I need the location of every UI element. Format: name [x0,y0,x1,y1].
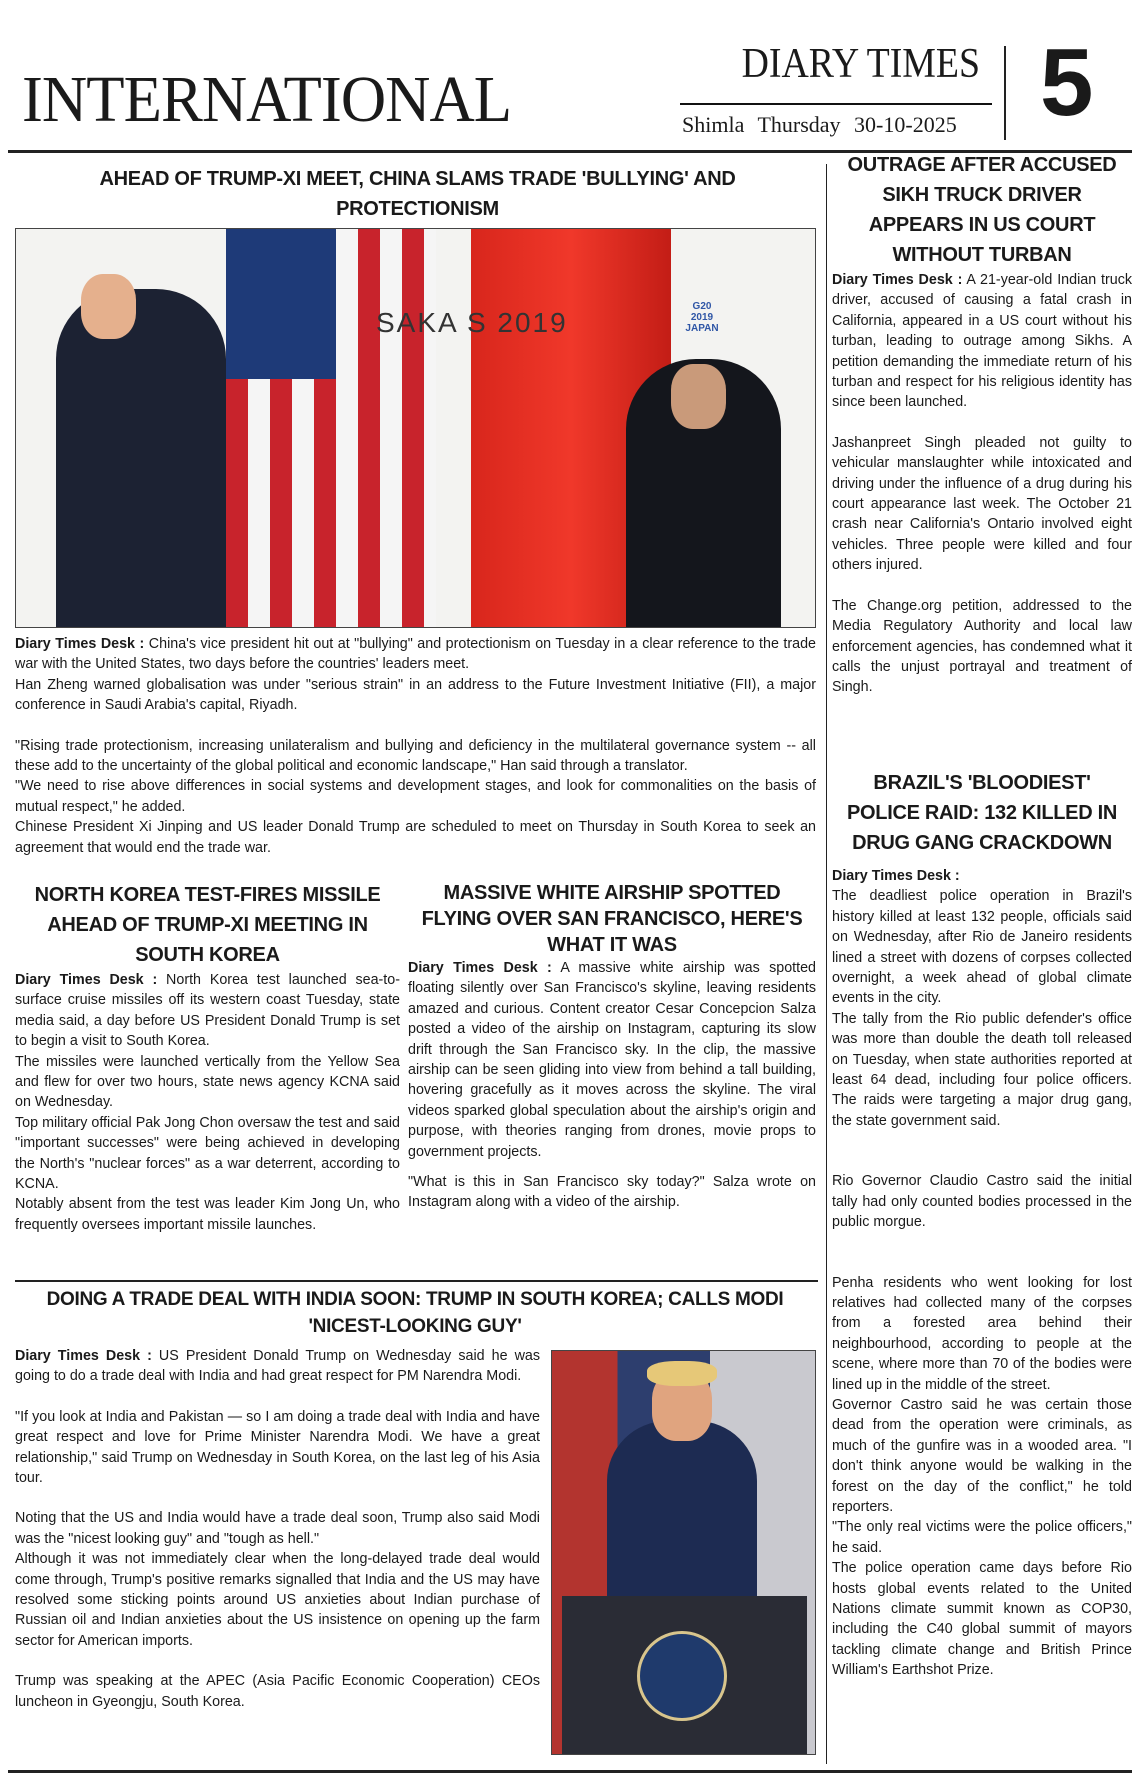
headline: BRAZIL'S 'BLOODIEST' POLICE RAID: 132 KILLED IN DRUG GANG CRACKDOWN [846,772,1117,854]
paragraph: "Rising trade protectionism, increasing unilateralism and bullying and deficiency in the multilateral governance system -- all these add to the uncertainty of the global political and economic landscape," Han said through a translator. [15,737,816,775]
paragraph: Top military official Pak Jong Chon oversaw the test and said "important successes" were being achieved in developing the North's "nuclear forces" as a war deterrent, according to KCNA. [15,1114,400,1193]
paragraph: The deadliest police operation in Brazil's history killed at least 132 people, officials said on Wednesday, after Rio de Janeiro residents lined a street with dozens of corpses collected overnight, a week ahead of global climate events in the city. [832,888,1132,1007]
date: 30-10-2025 [854,112,957,137]
byline: Diary Times Desk : [408,960,552,976]
headline: DOING A TRADE DEAL WITH INDIA SOON: TRUMP IN SOUTH KOREA; CALLS MODI 'NICEST-LOOKING GUY' [46,1289,784,1337]
dateline [682,112,957,138]
paragraph: US President Donald Trump on Wednesday said he was going to do a trade deal with India and had great respect for PM Narendra Modi. [15,1348,540,1385]
photo-trump-xi [15,228,816,628]
paragraph: "What is this in San Francisco sky today?" Salza wrote on Instagram along with a video of the airship. [408,1174,816,1211]
paragraph: China's vice president hit out at "bullying" and protectionism on Tuesday in a clear reference to the trade war with the United States, two days before the countries' leaders meet. [15,636,817,673]
divider [1004,46,1006,140]
paragraph: "We need to rise above differences in social systems and development stages, and look for commonalities on the basis of mutual respect," he added. [15,778,816,815]
paragraph: The Change.org petition, addressed to the Media Regulatory Authority and local law enforcement agencies, has condemned what it calls the unjust portrayal and treatment of Singh. [832,597,1132,696]
paragraph: Governor Castro said he was certain those dead from the operation were criminals, as much of the gunfire was in a wooded area. "I don't think anyone would be walking in the forest on the day of the conflict," he told reporters. [832,1396,1132,1515]
article-body [15,634,816,858]
paragraph: Noting that the US and India would have a trade deal soon, Trump also said Modi was the "nicest looking guy" and "tough as hell." [15,1510,540,1547]
headline: MASSIVE WHITE AIRSHIP SPOTTED FLYING OVER SAN FRANCISCO, HERE'S WHAT IT WAS [421,882,803,956]
footer-divider [8,1770,1132,1773]
article-china-trade [60,164,775,224]
g20-logo: G20 2019 JAPAN [680,299,724,336]
byline: Diary Times Desk : [832,868,960,884]
article-sikh-driver [832,150,1132,698]
paragraph: Chinese President Xi Jinping and US leader Donald Trump are scheduled to meet on Thursday in South Korea to seek an agreement that would end the trade war. [15,819,816,856]
paragraph: Penha residents who went looking for lost relatives had collected many of the corpses from a forested area behind their neighbourhood, according to people at the scene, where more than 70 of the bodies were lined up in the middle of the street. [832,1274,1132,1393]
byline: Diary Times Desk : [832,272,963,288]
paragraph: Although it was not immediately clear when the long-delayed trade deal would come through, Trump's positive remarks signalled that India and the US may have resolved some sticking points around US anxieties about Indian purchase of Russian oil and Indian anxieties about the US insistence on opening up the farm sector for American imports. [15,1551,540,1649]
paragraph: "The only real victims were the police officers," he said. [832,1519,1132,1556]
paragraph: Notably absent from the test was leader Kim Jong Un, who frequently oversees important missile launches. [15,1196,400,1233]
newspaper-brand: DIARY TIMES [741,41,980,87]
article-airship [408,880,816,1213]
column-divider [826,164,827,1764]
article-brazil-raid [832,768,1132,1681]
section-title: INTERNATIONAL [22,63,512,136]
paragraph: Jashanpreet Singh pleaded not guilty to vehicular manslaughter while intoxicated and driving under the influence of a drug during his court appearance last week. The October 21 crash near California's Ontario involved eight vehicles. Three people were killed and four others injured. [832,434,1132,574]
paragraph: The missiles were launched vertically from the Yellow Sea and flew for over two hours, state news agency KCNA said on Wednesday. [15,1053,400,1111]
paragraph: Trump was speaking at the APEC (Asia Pacific Economic Cooperation) CEOs luncheon in Gyeongju, South Korea. [15,1673,540,1710]
divider [15,1280,818,1282]
photo-trump-podium [551,1350,816,1755]
paragraph: The tally from the Rio public defender's office was more than double the death toll released on Tuesday, when state authorities reported at least 64 dead, including four police officers. The raids were targeting a major drug gang, the state government said. [832,1010,1132,1129]
page-number: 5 [1040,29,1094,136]
paragraph: North Korea test launched sea-to-surface cruise missiles off its western coast Tuesday, state media said, a day before US President Donald Trump is set to begin a visit to South Korea. [15,972,400,1050]
day: Thursday [757,112,841,137]
headline: NORTH KOREA TEST-FIRES MISSILE AHEAD OF TRUMP-XI MEETING IN SOUTH KOREA [34,884,381,966]
photo-backdrop-text: SAKA S 2019 [376,307,568,338]
paragraph: Han Zheng warned globalisation was under "serious strain" in an address to the Future Investment Initiative (FII), a major conference in Saudi Arabia's capital, Riyadh. [15,676,816,714]
article-trump-india [30,1286,800,1340]
city: Shimla [682,112,745,137]
divider [680,103,992,105]
headline: OUTRAGE AFTER ACCUSED SIKH TRUCK DRIVER APPEARS IN US COURT WITHOUT TURBAN [847,154,1117,266]
article-north-korea [15,880,400,1235]
headline: AHEAD OF TRUMP-XI MEET, CHINA SLAMS TRADE 'BULLYING' AND PROTECTIONISM [99,168,736,220]
byline: Diary Times Desk : [15,972,158,988]
paragraph: A massive white airship was spotted floating silently over San Francisco's skyline, leaving residents amazed and curious. Content creator Cesar Concepcion Salza posted a video of the airship on Instagram, capturing its slow drift through the San Francisco sky. In the clip, the massive airship can be seen gliding into view from behind a tall building, hovering gracefully as it moves across the skyline. The viral videos sparked global speculation about the airship's origin and purpose, with theories ranging from drones, movie props to government projects. [408,960,816,1160]
paragraph: The police operation came days before Rio hosts global events related to the United Nations climate summit known as COP30, including the C40 global summit of mayors tackling climate change and British Prince William's Earthshot Prize. [832,1560,1132,1679]
paragraph: Rio Governor Claudio Castro said the initial tally had only counted bodies processed in the public morgue. [832,1173,1132,1231]
paragraph: "If you look at India and Pakistan — so I am doing a trade deal with India and have great respect and love for Prime Minister Narendra Modi. We have a great relationship," said Trump on Wednesday in South Korea, on the last leg of his Asia tour. [15,1408,540,1487]
byline: Diary Times Desk : [15,636,145,652]
article-body [15,1346,540,1712]
byline: Diary Times Desk : [15,1348,152,1364]
paragraph: A 21-year-old Indian truck driver, accused of causing a fatal crash in California, appeared in a US court without his turban, leading to outrage among Sikhs. A petition demanding the immediate return of his turban and respect for his religious identity has since been launched. [832,272,1132,411]
